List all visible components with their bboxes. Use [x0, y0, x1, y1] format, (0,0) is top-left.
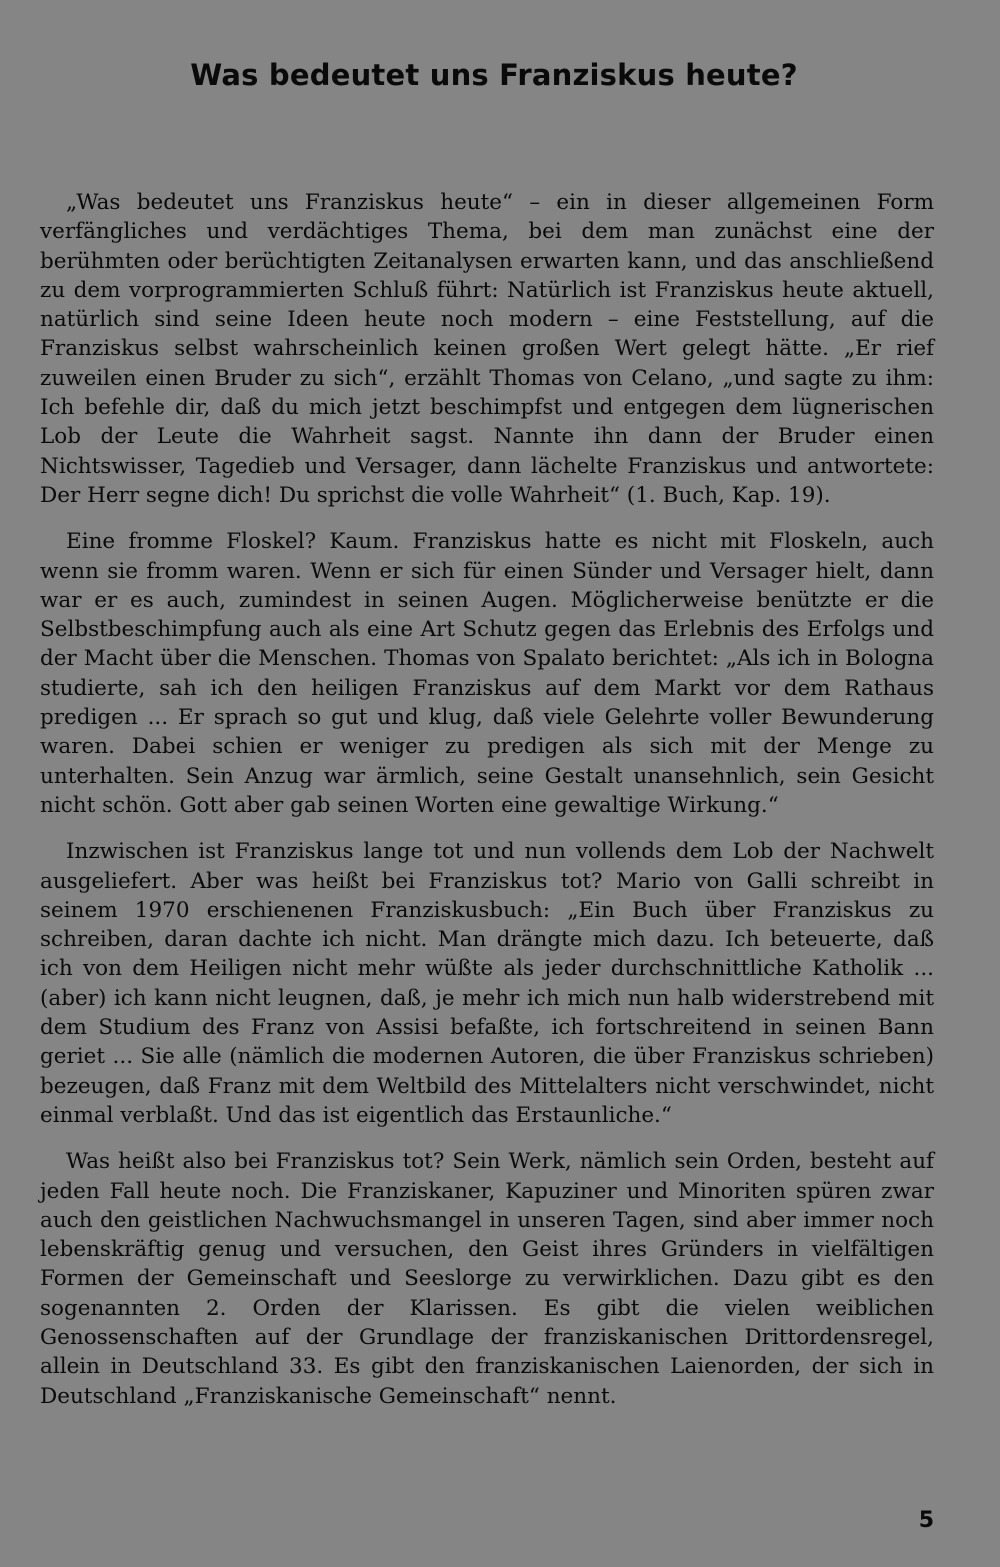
paragraph-1: „Was bedeutet uns Franziskus heute“ – ein in dieser allgemeinen Form verfängliches und verdächtiges Thema, bei dem man zunächst eine der berühmten oder berüchtigten Zeitanalysen erwarten kann, und das anschließend zu dem vorprogrammierten Schluß führt: Natürlich ist Franziskus heute aktuell, natürlich sind seine Ideen heute noch modern – eine Feststellung, auf die Franziskus selbst wahrscheinlich keinen großen Wert gelegt hätte. „Er rief zuweilen einen Bruder zu sich“, erzählt Thomas von Celano, „und sagte zu ihm: Ich befehle dir, daß du mich jetzt beschimpfst und entgegen dem lügnerischen Lob der Leute die Wahrheit sagst. Nannte ihn dann der Bruder einen Nichtswisser, Tagedieb und Versager, dann lächelte Franziskus und antwortete: Der Herr segne dich! Du sprichst die volle Wahrheit“ (1. Buch, Kap. 19).: [40, 190, 934, 508]
page-title: Was bedeutet uns Franziskus heute?: [190, 58, 798, 92]
paragraph-2: Eine fromme Floskel? Kaum. Franziskus hatte es nicht mit Floskeln, auch wenn sie fromm waren. Wenn er sich für einen Sünder und Versager hielt, dann war er es auch, zumindest in seinen Augen. Möglicherweise benützte er die Selbstbeschimpfung auch als eine Art Schutz gegen das Erlebnis des Erfolgs und der Macht über die Menschen. Thomas von Spalato berichtet: „Als ich in Bologna studierte, sah ich den heiligen Franziskus auf dem Markt vor dem Rathaus predigen ... Er sprach so gut und klug, daß viele Gelehrte voller Bewunderung waren. Dabei schien er weniger zu predigen als sich mit der Menge zu unterhalten. Sein Anzug war ärmlich, seine Gestalt unansehnlich, sein Gesicht nicht schön. Gott aber gab seinen Worten eine gewaltige Wirkung.“: [40, 529, 934, 818]
paragraph-4: Was heißt also bei Franziskus tot? Sein Werk, nämlich sein Orden, besteht auf jeden Fall heute noch. Die Franziskaner, Kapuziner und Minoriten spüren zwar auch den geistlichen Nachwuchsmangel in unseren Tagen, sind aber immer noch lebenskräftig genug und versuchen, den Geist ihres Gründers in vielfältigen Formen der Gemeinschaft und Seeslorge zu verwirklichen. Dazu gibt es den sogenannten 2. Orden der Klarissen. Es gibt die vielen weiblichen Genossenschaften auf der Grundlage der franziskanischen Drittordensregel, allein in Deutschland 33. Es gibt den franziskanischen Laienorden, der sich in Deutschland „Franziskanische Gemeinschaft“ nennt.: [40, 1149, 934, 1409]
paragraph-3: Inzwischen ist Franziskus lange tot und nun vollends dem Lob der Nachwelt ausgeliefert. Aber was heißt bei Franziskus tot? Mario von Galli schreibt in seinem 1970 erschienenen Franziskusbuch: „Ein Buch über Franziskus zu schreiben, daran dachte ich nicht. Man drängte mich dazu. Ich beteuerte, daß ich von dem Heiligen nicht mehr wüßte als jeder durchschnittliche Katholik ... (aber) ich kann nicht leugnen, daß, je mehr ich mich nun halb widerstrebend mit dem Studium des Franz von Assisi befaßte, ich fortschreitend in seinen Bann geriet ... Sie alle (nämlich die modernen Autoren, die über Franziskus schrieben) bezeugen, daß Franz mit dem Weltbild des Mittelalters nicht verschwindet, nicht einmal verblaßt. Und das ist eigentlich das Erstaunliche.“: [40, 839, 934, 1128]
page-number: 5: [918, 1508, 934, 1533]
body-text: [40, 188, 934, 1428]
